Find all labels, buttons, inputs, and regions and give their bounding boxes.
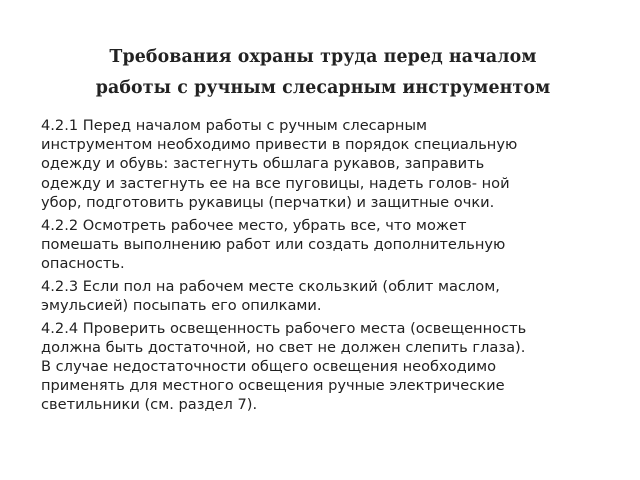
text-line: помешать выполнению работ или создать дополнительную (41, 235, 506, 253)
slide-body (41, 116, 601, 418)
text-line: 4.2.2 Осмотреть рабочее место, убрать все, что может (41, 216, 467, 234)
text-line: 4.2.4 Проверить освещенность рабочего места (освещенность (41, 319, 527, 337)
slide-title-line: Требования охраны труда перед началом (109, 47, 537, 67)
text-line: применять для местного освещения ручные электрические (41, 377, 505, 395)
paragraph-4-2-2 (41, 216, 601, 274)
text-line: 4.2.3 Если пол на рабочем месте скользкий (облит маслом, (41, 277, 500, 295)
text-line: эмульсией) посыпать его опилками. (41, 296, 322, 314)
paragraph-4-2-4 (41, 319, 601, 415)
text-line: убор, подготовить рукавицы (перчатки) и защитные очки. (41, 193, 495, 211)
paragraph-4-2-1 (41, 116, 601, 212)
slide-title-line: работы с ручным слесарным инструментом (95, 78, 551, 98)
text-line: опасность. (41, 254, 125, 272)
text-line: светильники (см. раздел 7). (41, 396, 258, 414)
paragraph-4-2-3 (41, 277, 601, 315)
text-line: должна быть достаточной, но свет не должен слепить глаза). (41, 338, 526, 356)
text-line: 4.2.1 Перед началом работы с ручным слесарным (41, 117, 427, 134)
slide-title (58, 42, 588, 104)
text-line: инструментом необходимо привести в порядок специальную (41, 136, 518, 154)
text-line: одежду и застегнуть ее на все пуговицы, надеть голов- ной (41, 174, 510, 192)
text-line: В случае недостаточности общего освещения необходимо (41, 357, 497, 375)
text-line: одежду и обувь: застегнуть обшлага рукавов, заправить (41, 155, 485, 173)
